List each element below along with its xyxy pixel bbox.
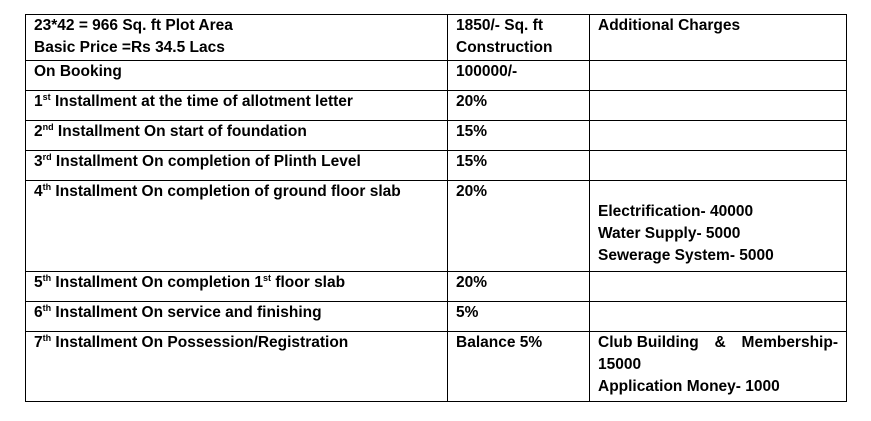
installment-amount: 5% bbox=[448, 302, 590, 332]
additional-charges-header: Additional Charges bbox=[590, 15, 847, 61]
plot-info-cell bbox=[26, 15, 448, 61]
charges-cell bbox=[590, 302, 847, 332]
charges-cell bbox=[590, 151, 847, 181]
payment-schedule-table bbox=[25, 14, 847, 402]
table-header-row bbox=[26, 15, 847, 61]
table-row bbox=[26, 121, 847, 151]
application-money-charge: Application Money- 1000 bbox=[598, 378, 780, 395]
table-row bbox=[26, 61, 847, 91]
charges-cell bbox=[590, 181, 847, 272]
plot-area: 23*42 = 966 Sq. ft Plot Area bbox=[34, 17, 233, 34]
basic-price: Basic Price =Rs 34.5 Lacs bbox=[34, 39, 225, 56]
charges-cell bbox=[590, 91, 847, 121]
installment-amount: 15% bbox=[448, 121, 590, 151]
table-row bbox=[26, 332, 847, 402]
installment-amount: 100000/- bbox=[448, 61, 590, 91]
club-membership-amount: 15000 bbox=[598, 356, 642, 373]
installment-label: 5th Installment On completion 1st floor slab bbox=[26, 272, 448, 302]
installment-label: On Booking bbox=[26, 61, 448, 91]
table-row bbox=[26, 181, 847, 272]
rate-cell bbox=[448, 15, 590, 61]
table-row bbox=[26, 272, 847, 302]
table-row bbox=[26, 91, 847, 121]
installment-amount: 15% bbox=[448, 151, 590, 181]
table-row bbox=[26, 302, 847, 332]
installment-label: 3rd Installment On completion of Plinth Level bbox=[26, 151, 448, 181]
charges-cell bbox=[590, 332, 847, 402]
installment-label: 4th Installment On completion of ground floor slab bbox=[26, 181, 448, 272]
charges-cell bbox=[590, 61, 847, 91]
installment-amount: 20% bbox=[448, 91, 590, 121]
rate-line2: Construction bbox=[456, 39, 553, 56]
charges-cell bbox=[590, 121, 847, 151]
club-membership-charge: Club Building & Membership- bbox=[598, 334, 838, 351]
installment-label: 7th Installment On Possession/Registration bbox=[26, 332, 448, 402]
installment-amount: 20% bbox=[448, 272, 590, 302]
sewerage-charge: Sewerage System- 5000 bbox=[598, 247, 774, 264]
charges-cell bbox=[590, 272, 847, 302]
installment-amount: Balance 5% bbox=[448, 332, 590, 402]
installment-label: 2nd Installment On start of foundation bbox=[26, 121, 448, 151]
rate-line1: 1850/- Sq. ft bbox=[456, 17, 543, 34]
installment-amount: 20% bbox=[448, 181, 590, 272]
installment-label: 1st Installment at the time of allotment letter bbox=[26, 91, 448, 121]
electrification-charge: Electrification- 40000 bbox=[598, 203, 754, 220]
table-row bbox=[26, 151, 847, 181]
water-supply-charge: Water Supply- 5000 bbox=[598, 225, 741, 242]
installment-label: 6th Installment On service and finishing bbox=[26, 302, 448, 332]
